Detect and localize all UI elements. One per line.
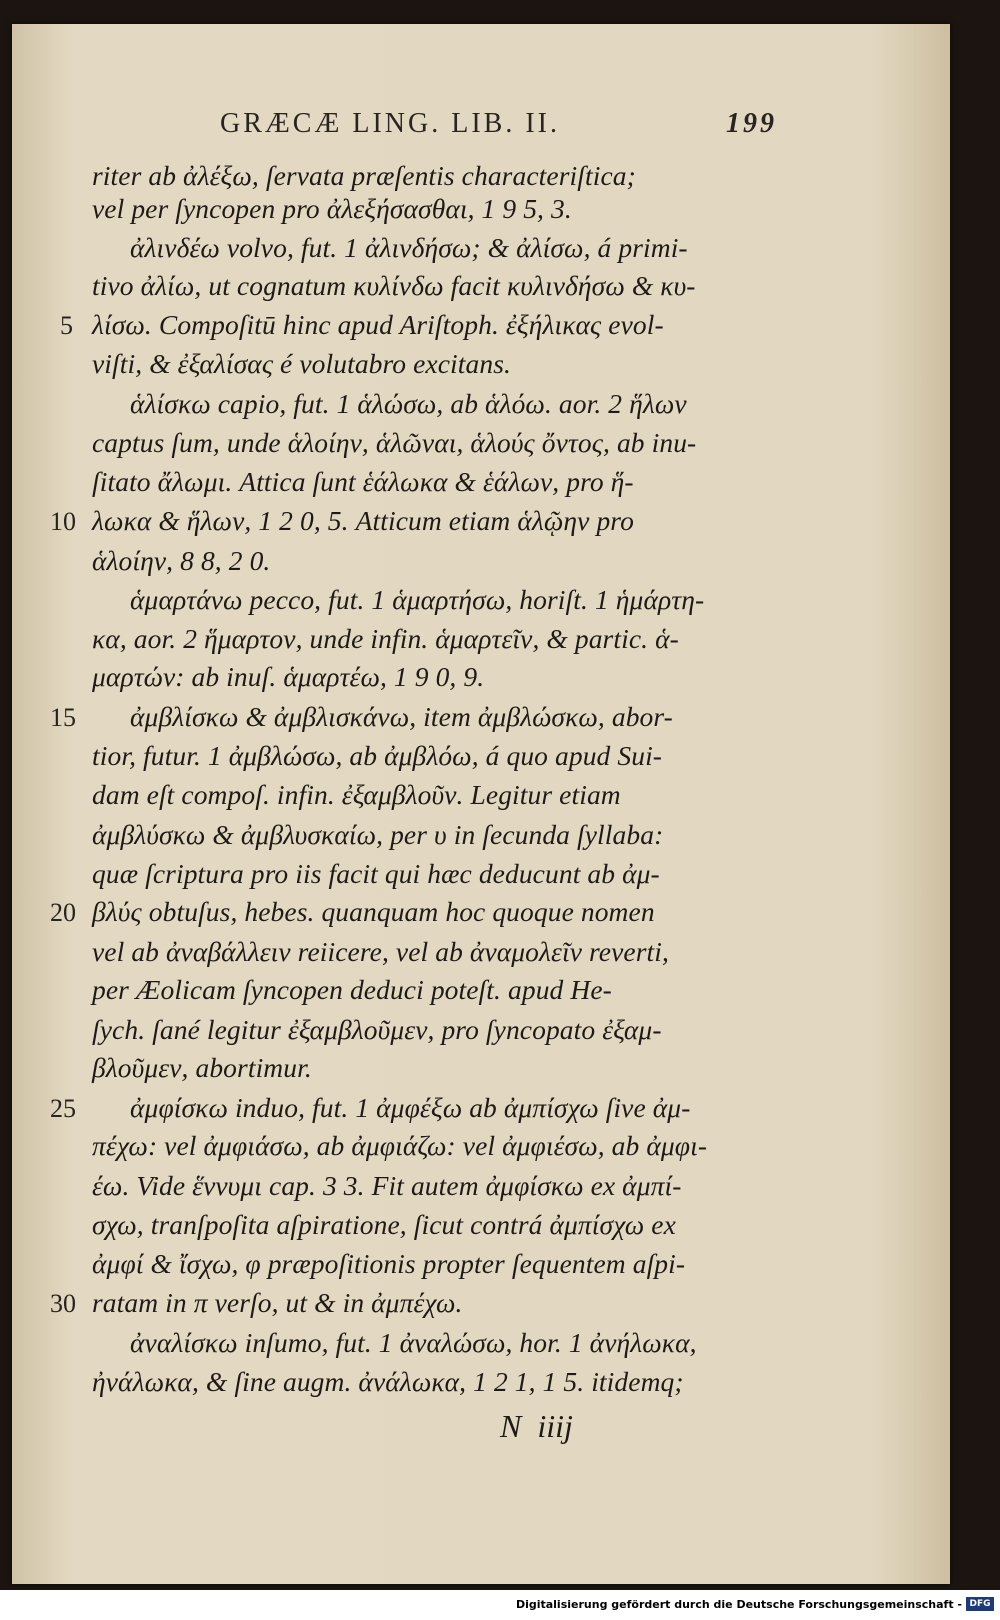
text-line: ἀμφίσκω induo, fut. 1 ἀμφέξω ab ἀμπίσχω ſive ἀμ-	[130, 1092, 691, 1123]
text-line: βλύς obtuſus, hebes. quanquam hoc quoque nomen	[92, 896, 655, 927]
text-line: ἀλινδέω volvo, fut. 1 ἀλινδήσω; & ἀλίσω, á primi-	[130, 232, 688, 263]
text-line: βλοῦμεν, abortimur.	[92, 1052, 312, 1083]
text-line: ἀναλίσκω inſumo, fut. 1 ἀναλώσω, hor. 1 ἀνήλωκα,	[130, 1327, 697, 1358]
page-number: 199	[726, 108, 777, 139]
footer-credit: Digitalisierung gefördert durch die Deutsche Forschungsgemeinschaft -	[515, 1598, 962, 1611]
text-line: ſitato ἄλωμι. Attica ſunt ἑάλωκα & ἑάλων, pro ἥ-	[92, 466, 634, 497]
text-line: ἁμαρτάνω pecco, fut. 1 ἁμαρτήσω, horiſt. 1 ἡμάρτη-	[130, 584, 705, 615]
text-line: per Æolicam ſyncopen deduci poteſt. apud He-	[92, 974, 612, 1005]
digitization-footer	[0, 1590, 1000, 1620]
text-line: riter ab ἀλέξω, ſervata præſentis characteriſtica;	[92, 160, 636, 191]
margin-line-number: 15	[50, 703, 76, 732]
text-line: λωκα & ἥλων, 1 2 0, 5. Atticum etiam ἁλῷην pro	[92, 505, 634, 536]
running-header	[220, 108, 780, 148]
margin-line-number: 10	[50, 507, 76, 536]
text-line: λίσω. Compoſitū hinc apud Ariſtoph. ἐξήλικας evol-	[92, 309, 664, 340]
text-line: σχω, tranſpoſita aſpiratione, ſicut contrá ἀμπίσχω ex	[92, 1209, 676, 1240]
text-line: quæ ſcriptura pro iis facit qui hæc deducunt ab ἀμ-	[92, 858, 660, 889]
text-line: vel per ſyncopen pro ἀλεξήσασθαι, 1 9 5, 3.	[92, 193, 572, 224]
text-line: ratam in π verſo, ut & in ἀμπέχω.	[92, 1287, 463, 1318]
text-line: ἀμφί & ἴσχω, φ præpoſitionis propter ſequentem aſpi-	[92, 1248, 686, 1279]
text-line: ἠνάλωκα, & ſine augm. ἀνάλωκα, 1 2 1, 1 5. itidemq;	[92, 1366, 684, 1397]
text-line: dam eſt compoſ. infin. ἐξαμβλοῦν. Legitur etiam	[92, 779, 621, 810]
text-line: ἀμβλύσκω & ἀμβλυσκαίω, per υ in ſecunda ſyllaba:	[92, 819, 664, 850]
text-line: tivo ἀλίω, ut cognatum κυλίνδω facit κυλινδήσω & κυ-	[92, 270, 696, 301]
text-line: ſych. ſané legitur ἐξαμβλοῦμεν, pro ſyncopato ἐξαμ-	[92, 1014, 662, 1045]
text-line: ἁλοίην, 8 8, 2 0.	[92, 545, 271, 576]
text-line: ἁλίσκω capio, fut. 1 ἁλώσω, ab ἁλόω. aor. 2 ἥλων	[130, 388, 687, 419]
signature-mark: N iiij	[500, 1408, 573, 1444]
margin-line-number: 30	[50, 1289, 76, 1318]
text-line: vel ab ἀναβάλλειν reiicere, vel ab ἀναμολεῖν reverti,	[92, 936, 669, 967]
text-line: έω. Vide ἕννυμι cap. 3 3. Fit autem ἀμφίσκω ex ἀμπί-	[92, 1170, 682, 1201]
dfg-logo: DFG	[966, 1597, 994, 1611]
text-line: πέχω: vel ἀμφιάσω, ab ἀμφιάζω: vel ἀμφιέσω, ab ἀμφι-	[92, 1130, 708, 1161]
text-line: ἀμβλίσκω & ἀμβλισκάνω, item ἀμβλώσκω, abor-	[130, 701, 673, 732]
margin-line-number: 5	[60, 311, 73, 340]
text-line: μαρτών: ab inuſ. ἁμαρτέω, 1 9 0, 9.	[92, 661, 485, 692]
running-title: GRÆCÆ LING. LIB. II.	[220, 108, 560, 139]
margin-line-number: 20	[50, 898, 76, 927]
text-line: κα, aor. 2 ἥμαρτον, unde infin. ἁμαρτεῖν, & partic. ἁ-	[92, 623, 679, 654]
margin-line-number: 25	[50, 1094, 76, 1123]
text-line: viſti, & ἐξαλίσας é volutabro excitans.	[92, 348, 512, 379]
book-page	[12, 24, 950, 1584]
text-line: tior, futur. 1 ἀμβλώσω, ab ἀμβλόω, á quo apud Sui-	[92, 740, 663, 771]
text-line: captus ſum, unde ἁλοίην, ἁλῶναι, ἁλούς ὄντος, ab inu-	[92, 427, 697, 458]
